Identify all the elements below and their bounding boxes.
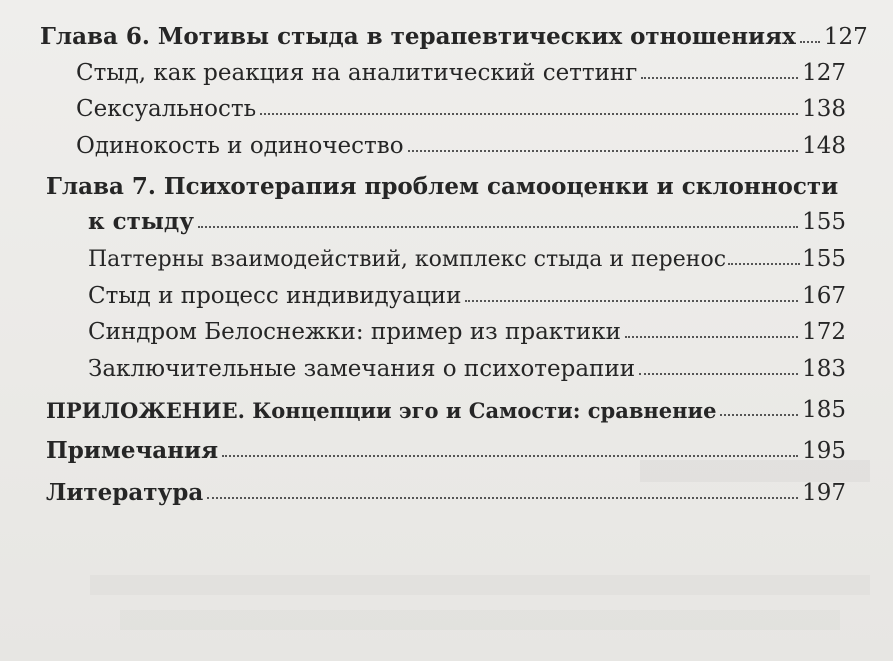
toc-chapter-7-title-line2: к стыду <box>88 208 194 235</box>
leader-dots <box>641 77 798 79</box>
toc-chapter-7-page: 155 <box>802 209 846 235</box>
toc-notes-page: 195 <box>802 438 846 464</box>
leader-dots <box>639 373 798 375</box>
toc-chapter-6-page: 127 <box>823 24 868 50</box>
toc-item-page: 167 <box>802 283 846 309</box>
leader-dots <box>720 414 798 416</box>
toc-item-page: 138 <box>802 96 846 122</box>
toc-item <box>76 54 846 86</box>
leader-dots <box>800 41 820 43</box>
toc-chapter-6-title: Глава 6. Мотивы стыда в терапевтических отношениях <box>40 23 796 50</box>
toc-item-page: 148 <box>802 133 846 159</box>
toc-item-title: Синдром Белоснежки: пример из практики <box>88 319 621 345</box>
toc-appendix <box>46 391 846 423</box>
leader-dots <box>465 300 798 302</box>
show-through-decoration <box>120 610 840 630</box>
toc-item <box>88 350 846 382</box>
toc-notes <box>46 432 846 464</box>
toc-chapter-7-title-text: Глава 7. Психотерапия проблем самооценки и склонности <box>46 173 839 200</box>
leader-dots <box>207 497 798 499</box>
toc-appendix-title: ПРИЛОЖЕНИЕ. Концепции эго и Самости: сравнение <box>46 398 717 423</box>
toc-chapter-7 <box>88 203 846 235</box>
toc-item <box>88 240 846 272</box>
toc-item-title: Паттерны взаимодействий, комплекс стыда и перенос <box>88 247 727 272</box>
toc-chapter-6 <box>40 18 868 50</box>
toc-item-title: Заключительные замечания о психотерапии <box>88 356 636 382</box>
leader-dots <box>408 150 799 152</box>
toc-item <box>88 277 846 309</box>
toc-item-page: 172 <box>802 319 846 345</box>
toc-literature-page: 197 <box>802 480 846 506</box>
show-through-decoration <box>90 575 870 595</box>
toc-item <box>88 313 846 345</box>
leader-dots <box>198 226 798 228</box>
toc-item-page: 127 <box>802 60 846 86</box>
toc-item <box>76 127 846 159</box>
leader-dots <box>222 455 798 457</box>
toc-appendix-page: 185 <box>802 397 846 423</box>
leader-dots <box>260 113 798 115</box>
toc-item-page: 183 <box>802 356 846 382</box>
toc-notes-title: Примечания <box>46 437 219 464</box>
toc-literature-title: Литература <box>46 479 204 506</box>
toc-item-page: 155 <box>802 246 846 272</box>
toc-item-title: Сексуальность <box>76 96 257 122</box>
leader-dots <box>625 336 798 338</box>
toc-item-title: Стыд, как реакция на аналитический сеттинг <box>76 60 638 86</box>
toc-item-title: Одинокость и одиночество <box>76 133 404 159</box>
toc-item-title: Стыд и процесс индивидуации <box>88 283 462 309</box>
toc-item <box>76 90 846 122</box>
toc-chapter-7-title-line1 <box>46 168 846 200</box>
leader-dots <box>728 263 800 265</box>
toc-literature <box>46 474 846 506</box>
